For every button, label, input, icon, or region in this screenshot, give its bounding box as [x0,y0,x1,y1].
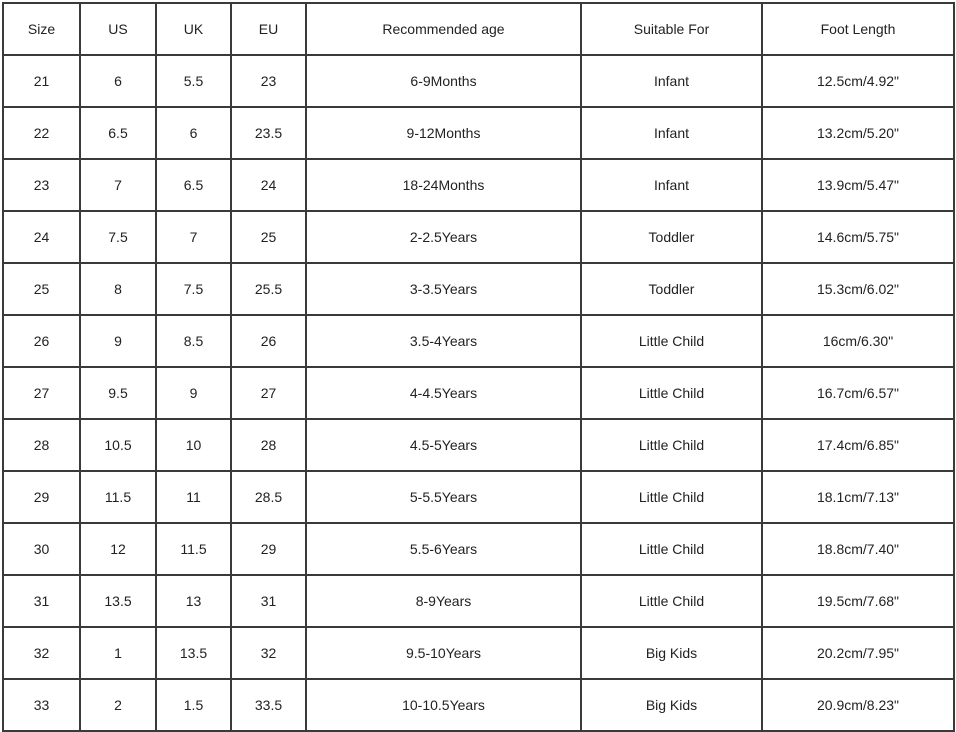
cell-foot-length: 13.2cm/5.20" [762,107,954,159]
cell-uk: 13 [156,575,231,627]
cell-recommended-age: 4.5-5Years [306,419,581,471]
table-row [3,523,954,575]
cell-eu: 31 [231,575,306,627]
cell-size: 23 [3,159,80,211]
cell-foot-length: 13.9cm/5.47" [762,159,954,211]
cell-uk: 1.5 [156,679,231,731]
cell-recommended-age: 6-9Months [306,55,581,107]
cell-eu: 26 [231,315,306,367]
cell-foot-length: 18.1cm/7.13" [762,471,954,523]
cell-foot-length: 14.6cm/5.75" [762,211,954,263]
cell-us: 1 [80,627,156,679]
cell-us: 8 [80,263,156,315]
cell-suitable-for: Infant [581,107,762,159]
cell-suitable-for: Little Child [581,523,762,575]
cell-us: 11.5 [80,471,156,523]
cell-eu: 32 [231,627,306,679]
cell-size: 24 [3,211,80,263]
cell-size: 22 [3,107,80,159]
cell-eu: 24 [231,159,306,211]
cell-foot-length: 20.2cm/7.95" [762,627,954,679]
cell-size: 25 [3,263,80,315]
cell-uk: 6 [156,107,231,159]
table-row [3,55,954,107]
cell-us: 9.5 [80,367,156,419]
cell-eu: 25.5 [231,263,306,315]
cell-foot-length: 15.3cm/6.02" [762,263,954,315]
cell-eu: 28 [231,419,306,471]
table-row [3,419,954,471]
cell-suitable-for: Little Child [581,367,762,419]
cell-recommended-age: 5-5.5Years [306,471,581,523]
table-row [3,315,954,367]
cell-suitable-for: Infant [581,159,762,211]
cell-us: 2 [80,679,156,731]
header-foot-length: Foot Length [762,3,954,55]
cell-foot-length: 12.5cm/4.92" [762,55,954,107]
cell-size: 26 [3,315,80,367]
cell-us: 9 [80,315,156,367]
cell-us: 7.5 [80,211,156,263]
table-row [3,159,954,211]
cell-uk: 5.5 [156,55,231,107]
cell-foot-length: 18.8cm/7.40" [762,523,954,575]
cell-eu: 25 [231,211,306,263]
cell-uk: 7 [156,211,231,263]
header-us: US [80,3,156,55]
cell-recommended-age: 5.5-6Years [306,523,581,575]
table-body [3,55,954,731]
header-size: Size [3,3,80,55]
cell-suitable-for: Big Kids [581,627,762,679]
cell-size: 30 [3,523,80,575]
cell-recommended-age: 3-3.5Years [306,263,581,315]
header-suitable-for: Suitable For [581,3,762,55]
header-uk: UK [156,3,231,55]
cell-size: 32 [3,627,80,679]
cell-uk: 11 [156,471,231,523]
cell-eu: 33.5 [231,679,306,731]
cell-eu: 23 [231,55,306,107]
header-recommended-age: Recommended age [306,3,581,55]
cell-suitable-for: Big Kids [581,679,762,731]
cell-uk: 9 [156,367,231,419]
cell-recommended-age: 4-4.5Years [306,367,581,419]
table-row [3,263,954,315]
cell-foot-length: 17.4cm/6.85" [762,419,954,471]
cell-uk: 6.5 [156,159,231,211]
cell-suitable-for: Little Child [581,315,762,367]
cell-recommended-age: 9.5-10Years [306,627,581,679]
table-row [3,627,954,679]
cell-recommended-age: 2-2.5Years [306,211,581,263]
table-header [3,3,954,55]
cell-uk: 8.5 [156,315,231,367]
cell-eu: 29 [231,523,306,575]
cell-recommended-age: 18-24Months [306,159,581,211]
cell-uk: 7.5 [156,263,231,315]
cell-suitable-for: Little Child [581,575,762,627]
cell-size: 21 [3,55,80,107]
cell-suitable-for: Little Child [581,471,762,523]
table-row [3,107,954,159]
cell-suitable-for: Toddler [581,263,762,315]
cell-eu: 28.5 [231,471,306,523]
header-row [3,3,954,55]
size-chart-table [2,2,955,732]
cell-recommended-age: 8-9Years [306,575,581,627]
cell-size: 28 [3,419,80,471]
cell-us: 13.5 [80,575,156,627]
cell-suitable-for: Toddler [581,211,762,263]
cell-recommended-age: 3.5-4Years [306,315,581,367]
cell-uk: 13.5 [156,627,231,679]
cell-recommended-age: 10-10.5Years [306,679,581,731]
cell-foot-length: 19.5cm/7.68" [762,575,954,627]
cell-size: 29 [3,471,80,523]
cell-eu: 27 [231,367,306,419]
table-row [3,471,954,523]
cell-us: 7 [80,159,156,211]
cell-size: 31 [3,575,80,627]
cell-eu: 23.5 [231,107,306,159]
table-row [3,367,954,419]
table-row [3,211,954,263]
table-row [3,679,954,731]
cell-us: 6.5 [80,107,156,159]
cell-suitable-for: Infant [581,55,762,107]
cell-foot-length: 20.9cm/8.23" [762,679,954,731]
header-eu: EU [231,3,306,55]
cell-size: 27 [3,367,80,419]
cell-us: 10.5 [80,419,156,471]
cell-uk: 11.5 [156,523,231,575]
table-row [3,575,954,627]
cell-us: 12 [80,523,156,575]
cell-suitable-for: Little Child [581,419,762,471]
cell-recommended-age: 9-12Months [306,107,581,159]
cell-size: 33 [3,679,80,731]
cell-us: 6 [80,55,156,107]
cell-foot-length: 16cm/6.30" [762,315,954,367]
cell-foot-length: 16.7cm/6.57" [762,367,954,419]
cell-uk: 10 [156,419,231,471]
